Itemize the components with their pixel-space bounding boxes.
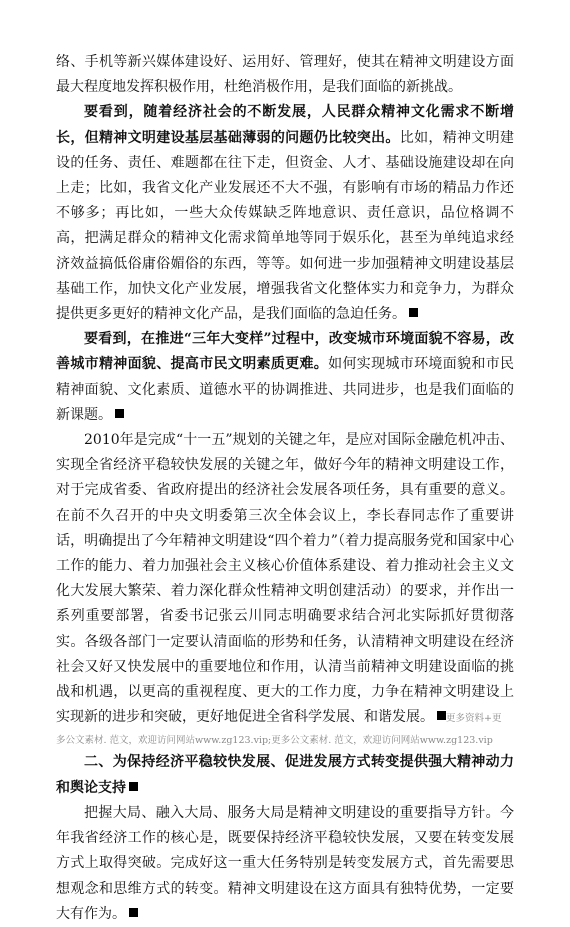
paragraph-text: 比如，精神文明建设的任务、责任、难题都在往下走，但资金、人才、基础设施建设却在向上走；比如，我省文化产业发展还不大不强，有影响有市场的精品力作还不够多；再比如，一些大众传媒缺乏阵地意识、责任意识，品位格调不高，把满足群众的精神文化需求简单地等同于娱乐化，甚至为单纯追求经济效益搞低俗庸俗媚俗的东西，等等。如何进一步加强精神文明建设基层基础工作，加快文化产业发展，增强我省文化整体实力和竞争力，为群众提供更多更好的精神文化产品，是我们面临的急迫任务。 [56,129,515,323]
heading-text: 二、为保持经济平稳较快发展、促进发展方式转变提供强大精神动力和舆论支持 [56,754,514,796]
paragraph-continuation [56,50,514,100]
paragraph-city [56,327,514,428]
end-mark-icon [437,711,446,720]
end-mark-icon [129,908,138,917]
document-page [56,50,514,927]
end-mark-icon [409,308,418,317]
paragraph-text: 2010年是完成“十一五”规划的关键之年，是应对国际金融危机冲击、实现全省经济平稳较快发展的关键之年，做好今年的精神文明建设工作，对于完成省委、省政府提出的经济社会发展各项任务，具有重要的意义。在前不久召开的中央文明委第三次全体会议上，李长春同志作了重要讲话，明确提出了今年精神文明建设“四个着力”（着力提高服务党和国家中心工作的能力、着力加强社会主义核心价值体系建设、着力推动社会主义文化大发展大繁荣、着力深化群众性精神文明创建活动）的要求，并作出一系列重要部署，省委书记张云川同志明确要求结合河北实际抓好贯彻落实。各级各部门一定要认清面临的形势和任务，认清精神文明建设在经济社会又好又快发展中的重要地位和作用，认清当前精神文明建设面临的挑战和机遇，以更高的重视程度、更大的工作力度，力争在精神文明建设上实现新的进步和突破，更好地促进全省科学发展、和谐发展。 [56,432,514,726]
paragraph-text: 把握大局、融入大局、服务大局是精神文明建设的重要指导方针。今年我省经济工作的核心是，既要保持经济平稳较快发展，又要在转变发展方式上取得突破。完成好这一重大任务特别是转变发展方式，首先需要思想观念和思维方式的转变。精神文明建设在这方面具有独特优势，一定要大有作为。 [56,804,514,922]
paragraph-text: 如何实现城市环境面貌和市民精神面貌、文化素质、道德水平的协调推进、共同进步，也是我们面临的新课题。 [56,356,515,423]
paragraph-overall [56,801,514,927]
section-heading [56,750,514,800]
paragraph-grassroots [56,100,514,327]
paragraph-text: 络、手机等新兴媒体建设好、运用好、管理好，使其在精神文明建设方面最大程度地发挥积极作用，杜绝消极作用，是我们面临的新挑战。 [56,54,514,96]
bold-lead-sentence: 要看到，随着经济社会的不断发展，人民群众精神文化需求不断增长，但精神文明建设基层基础薄弱的问题仍比较突出。 [56,104,514,146]
end-mark-icon [115,409,124,418]
bold-lead-sentence: 要看到，在推进“三年大变样”过程中，改变城市环境面貌不容易，改善城市精神面貌、提高市民文明素质更难。 [56,331,514,373]
watermark-line: 多公文素材. 范文，欢迎访问网站www.zg123.vip;更多公文素材. 范文，欢迎访问网站www.zg123.vip [56,735,493,747]
end-mark-icon [129,782,138,791]
paragraph-2010 [56,428,514,748]
promo-trail-text: 更多资料+更 [446,713,502,725]
